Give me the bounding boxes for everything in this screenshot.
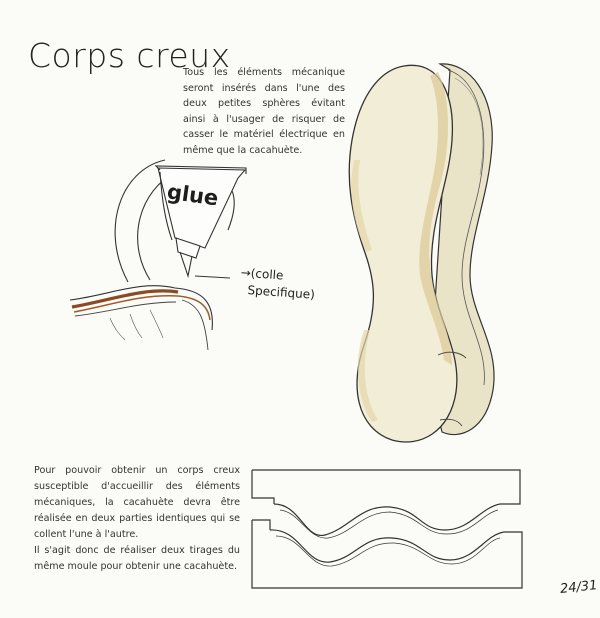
colle-line1: (colle bbox=[250, 266, 284, 283]
mould-sketch bbox=[252, 470, 522, 588]
glued-shell-edge bbox=[70, 276, 230, 350]
peanut-shell-drawing bbox=[349, 64, 494, 442]
glue-tube-label: glue bbox=[165, 179, 220, 211]
body-text bbox=[34, 463, 240, 575]
page-number: 24/31 bbox=[559, 578, 599, 597]
body-paragraph-1: Pour pouvoir obtenir un corps creux susceptible d'accueillir des éléments mécaniques, la cacahuète devra être réalisée en deux parties identiques qui se collent l'une à l'autre. bbox=[34, 465, 240, 540]
colle-line2: Specifique) bbox=[247, 283, 316, 302]
glue-tube-sketch bbox=[115, 160, 246, 282]
page-title: Corps creux bbox=[28, 36, 231, 75]
body-paragraph-2: Il s'agit donc de réaliser deux tirages du même moule pour obtenir une cacahuète. bbox=[34, 545, 240, 572]
colle-specifique-label bbox=[239, 265, 341, 306]
intro-paragraph: Tous les éléments mécanique seront insérés dans l'une des deux petites sphères évitant ainsi à l'usager de risquer de casser le matériel électrique en même que la cacahuète. bbox=[183, 67, 345, 156]
arrow-icon: → bbox=[240, 265, 252, 281]
